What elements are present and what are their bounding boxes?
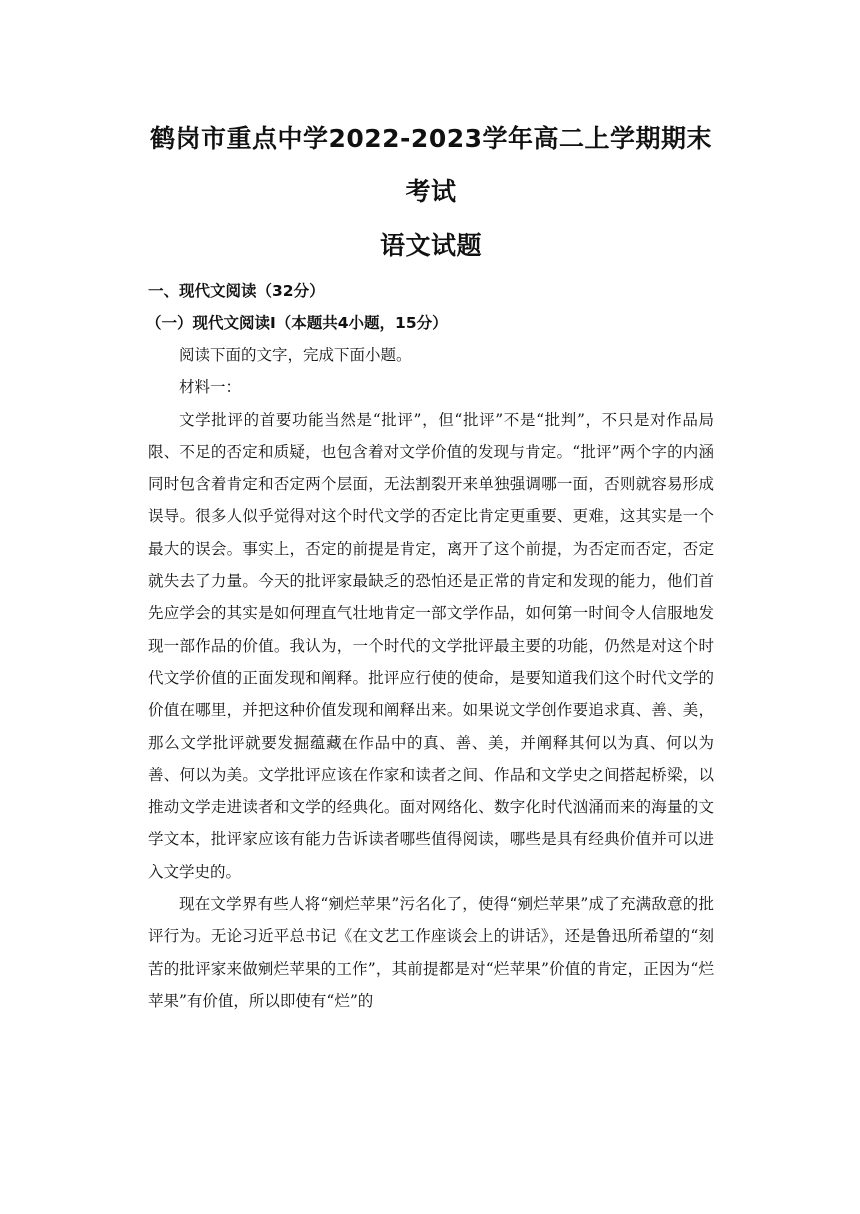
exam-title-line-1: 鹤岗市重点中学2022-2023学年高二上学期期末 [149, 124, 713, 153]
subsection-heading-modern-reading-1: （一）现代文阅读Ⅰ（本题共4小题，15分） [146, 313, 448, 332]
exam-title-line-2: 考试 [405, 177, 457, 206]
passage-paragraph: 现在文学界有些人将“剜烂苹果”污名化了，使得“剜烂苹果”成了充满敌意的批评行为。无论习近平总书记《在文艺工作座谈会上的讲话》，还是鲁迅所希望的“刻苦的批评家来做剜烂苹果的工作”，其前提都是对“烂苹果”价值的肯定，正因为“烂苹果”有价值，所以即使有“烂”的 [148, 895, 714, 1010]
exam-subject-title: 语文试题 [379, 231, 482, 260]
material-label: 材料一： [179, 378, 242, 397]
reading-passage [148, 339, 714, 1017]
passage-paragraph: 文学批评的首要功能当然是“批评”，但“批评”不是“批判”，不只是对作品局限、不足的否定和质疑，也包含着对文学价值的发现与肯定。“批评”两个字的内涵同时包含着肯定和否定两个层面，无法割裂开来单独强调哪一面，否则就容易形成误导。很多人似乎觉得对这个时代文学的否定比肯定更重要、更难，这其实是一个最大的误会。事实上，否定的前提是肯定，离开了这个前提，为否定而否定，否定就失去了力量。今天的批评家最缺乏的恐怕还是正常的肯定和发现的能力，他们首先应学会的其实是如何理直气壮地肯定一部文学作品，如何第一时间令人信服地发现一部作品的价值。我认为，一个时代的文学批评最主要的功能，仍然是对这个时代文学价值的正面发现和阐释。批评应行使的使命，是要知道我们这个时代文学的价值在哪里，并把这种价值发现和阐释出来。如果说文学创作要追求真、善、美，那么文学批评就要发掘蕴藏在作品中的真、善、美，并阐释其何以为真、何以为善、何以为美。文学批评应该在作家和读者之间、作品和文学史之间搭起桥梁，以推动文学走进读者和文学的经典化。面对网络化、数字化时代汹涌而来的海量的文学文本，批评家应该有能力告诉读者哪些值得阅读，哪些是具有经典价值并可以进入文学史的。 [148, 410, 714, 881]
instruction-paragraph: 阅读下面的文字，完成下面小题。 [179, 346, 412, 364]
exam-page-content [148, 118, 714, 1017]
section-heading-modern-reading: 一、现代文阅读（32分） [148, 282, 325, 300]
